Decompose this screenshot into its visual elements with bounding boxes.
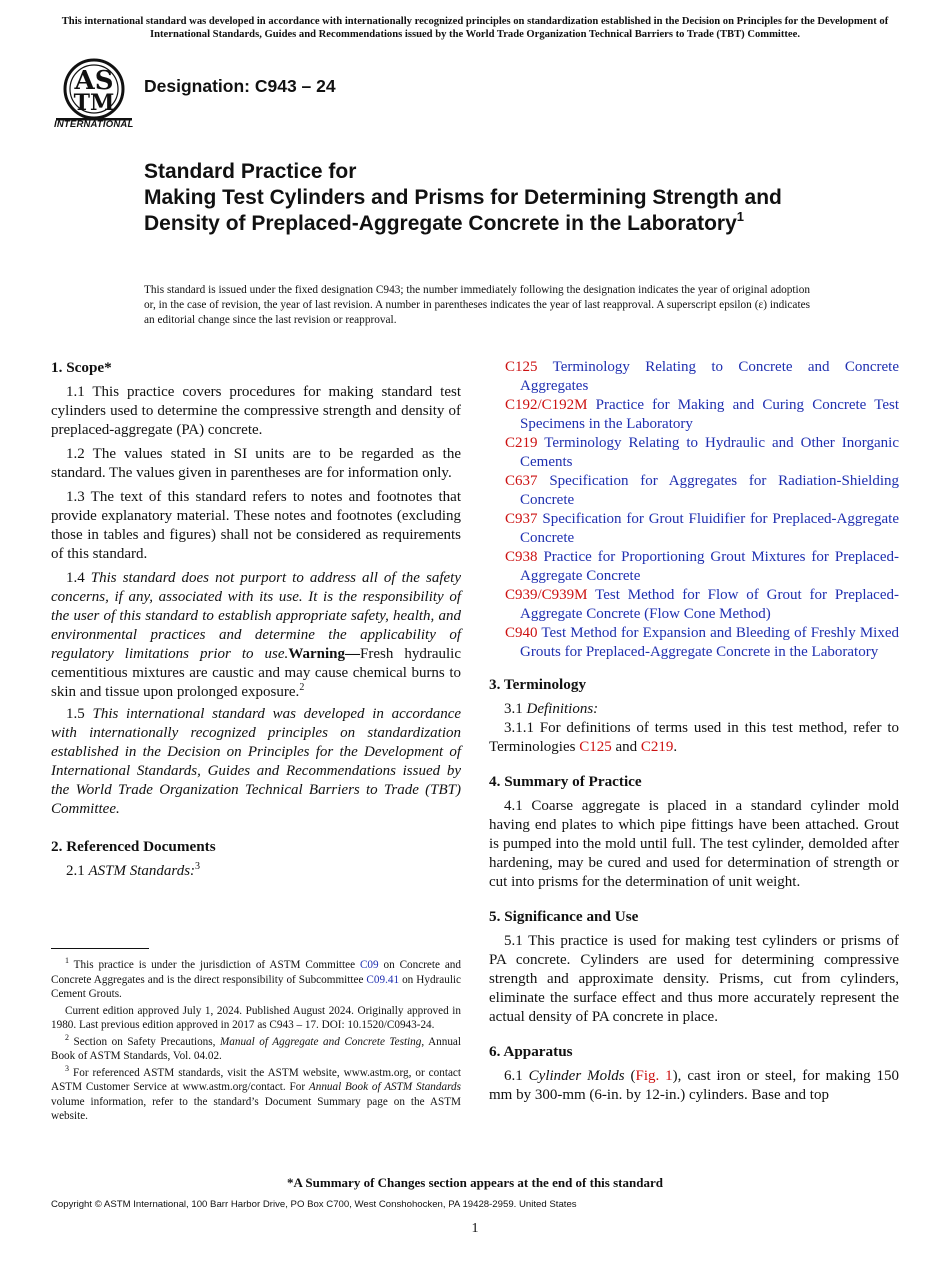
reference-code: C637 bbox=[505, 473, 538, 489]
page-title bbox=[144, 159, 844, 237]
reference-item[interactable] bbox=[489, 396, 899, 434]
reference-item[interactable] bbox=[489, 472, 899, 510]
page-number: 1 bbox=[471, 1221, 479, 1236]
reference-item[interactable] bbox=[489, 586, 899, 624]
footnote-divider bbox=[51, 948, 149, 949]
left-column bbox=[51, 358, 461, 881]
link-c125[interactable]: C125 bbox=[579, 739, 612, 755]
paragraph-3-1: 3.1 Definitions: bbox=[504, 701, 599, 717]
title-footnote-ref[interactable]: 1 bbox=[736, 209, 745, 224]
link-c219[interactable]: C219 bbox=[640, 739, 674, 755]
reference-item[interactable] bbox=[489, 358, 899, 396]
paragraph-6-1: 6.1 Cylinder Molds (Fig. 1), cast iron or steel, for making 150 mm by 300-mm (6-in. by 12-in.) cylinders. Base and top bbox=[489, 1068, 899, 1103]
reference-item[interactable] bbox=[489, 434, 899, 472]
warning-label: Warning— bbox=[288, 646, 360, 662]
designation: Designation: C943 – 24 bbox=[144, 76, 336, 96]
paragraph-2-1: 2.1 ASTM Standards:$^3$ bbox=[66, 861, 201, 879]
reference-code: C192/C192M bbox=[505, 397, 588, 413]
section-heading-summary: 4. Summary of Practice bbox=[489, 773, 642, 790]
paragraph-1-5: 1.5 This international standard was developed in accordance with internationally recognized principles on standardization established in the Decision on Principles for the Development of International Standards, Guides and Recommendations issued by the World Trade Organization Technical Barriers to Trade (TBT) Committee. bbox=[51, 706, 462, 817]
footnote-ref-3[interactable]: 3 bbox=[195, 861, 201, 872]
footnote-3: $^3$ For referenced ASTM standards, visit the ASTM website, www.astm.org, or contact ASTM Customer Service at www.astm.org/contact. For Annual Book of ASTM Standards volume information, refer to the standard’s Document Summary page on the ASTM website. bbox=[51, 1063, 461, 1122]
paragraph-3-1-1: 3.1.1 For definitions of terms used in this test method, refer to Terminologies C125 and C219. bbox=[489, 720, 899, 755]
paragraph-1-2: 1.2 The values stated in SI units are to be regarded as the standard. The values given in parentheses are for information only. bbox=[51, 446, 461, 481]
paragraph-5-1: 5.1 This practice is used for making test cylinders or prisms of PA concrete. Cylinders are used for determining compressive strength and approximate density. Prisms, cut from cylinders, eliminate the surface effect and thus more accurately represent the actual density of PA concrete in place. bbox=[489, 933, 899, 1025]
footnotes bbox=[51, 958, 461, 1124]
svg-text:TM: TM bbox=[73, 90, 115, 116]
link-fig-1[interactable]: Fig. 1 bbox=[635, 1068, 673, 1084]
reference-code: C938 bbox=[505, 549, 538, 565]
footnote-2: $^2$ Section on Safety Precautions, Manual of Aggregate and Concrete Testing, Annual Book of ASTM Standards, Vol. 04.02. bbox=[51, 1032, 461, 1062]
paragraph-1-3: 1.3 The text of this standard refers to notes and footnotes that provide explanatory material. These notes and footnotes (excluding those in tables and figures) shall not be considered as requirements of this standard. bbox=[51, 489, 461, 562]
section-heading-terminology: 3. Terminology bbox=[489, 676, 587, 693]
reference-title: Terminology Relating to Concrete and Concrete Aggregates bbox=[520, 359, 899, 394]
summary-of-changes-note: *A Summary of Changes section appears at the end of this standard bbox=[287, 1175, 663, 1190]
reference-code: C939/C939M bbox=[505, 587, 588, 603]
footnote-1: $^1$ This practice is under the jurisdiction of ASTM Committee C09 on Concrete and Concrete Aggregates and is the direct responsibility of Subcommittee C09.41 on Hydraulic Cement Grouts. bbox=[51, 956, 462, 1000]
reference-title: Test Method for Expansion and Bleeding of Freshly Mixed Grouts for Preplaced-Aggregate Concrete in the Laboratory bbox=[520, 625, 899, 660]
reference-title: Practice for Proportioning Grout Mixtures for Preplaced-Aggregate Concrete bbox=[520, 549, 899, 584]
reference-code: C937 bbox=[505, 511, 538, 527]
section-heading-apparatus: 6. Apparatus bbox=[489, 1043, 573, 1060]
reference-title: Specification for Aggregates for Radiation-Shielding Concrete bbox=[520, 473, 899, 508]
paragraph-1-1: 1.1 This practice covers procedures for making standard test cylinders used to determine the compressive strength and density of preplaced-aggregate (PA) concrete. bbox=[51, 384, 461, 438]
reference-title: Specification for Grout Fluidifier for Preplaced-Aggregate Concrete bbox=[520, 511, 900, 546]
svg-text:AS: AS bbox=[74, 66, 114, 96]
title-line-2: Making Test Cylinders and Prisms for Determining Strength and Density of Preplaced-Aggregate Concrete in the Laboratory bbox=[144, 186, 782, 235]
safety-caveat: This standard does not purport to address all of the safety concerns, if any, associated with its use. It is the responsibility of the user of this standard to establish appropriate safety, health, and environmental practices and determine the applicability of regulatory limitations prior to use. bbox=[51, 570, 461, 662]
section-heading-referenced-documents: 2. Referenced Documents bbox=[51, 838, 216, 855]
logo-text: INTERNATIONAL bbox=[54, 119, 134, 130]
link-c09[interactable]: C09 bbox=[359, 959, 379, 971]
copyright: Copyright © ASTM International, 100 Barr Harbor Drive, PO Box C700, West Conshohocken, PA 19428-2959. United States bbox=[51, 1199, 577, 1210]
reference-code: C125 bbox=[505, 359, 538, 375]
footnote-1-edition: Current edition approved July 1, 2024. Published August 2024. Originally approved in 1980. Last previous edition approved in 2017 as C943 – 17. DOI: 10.1520/C0943-24. bbox=[51, 1004, 461, 1031]
section-heading-significance: 5. Significance and Use bbox=[489, 908, 639, 925]
reference-title: Terminology Relating to Hydraulic and Other Inorganic Cements bbox=[520, 435, 899, 470]
title-line-1: Standard Practice for bbox=[144, 160, 357, 183]
section-heading-scope: 1. Scope* bbox=[51, 359, 112, 376]
astm-international-logo bbox=[52, 56, 136, 132]
reference-list bbox=[489, 358, 899, 662]
right-column bbox=[489, 358, 899, 1105]
reference-title: Test Method for Flow of Grout for Preplaced-Aggregate Concrete (Flow Cone Method) bbox=[520, 587, 899, 622]
reference-item[interactable] bbox=[489, 624, 899, 662]
wto-notice: This international standard was developed in accordance with internationally recognized principles on standardization established in the Decision on Principles for the Development of International Standards, Guides and Recommendations issued by the World Trade Organization Technical Barriers to Trade (TBT) Committee. bbox=[61, 16, 889, 40]
paragraph-1-4: 1.4 This standard does not purport to address all of the safety concerns, if any, associated with its use. It is the responsibility of the user of this standard to establish appropriate safety, health, and environmental practices and determine the applicability of regulatory limitations prior to use.Warning—Fresh hydraulic cementitious mixtures are caustic and may cause chemical burns to skin and tissue upon prolonged exposure.$^2$ bbox=[51, 570, 462, 700]
link-c09-41[interactable]: C09.41 bbox=[366, 973, 400, 986]
reference-item[interactable] bbox=[489, 548, 899, 586]
footnote-ref-2[interactable]: 2 bbox=[299, 682, 305, 693]
issuance-statement: This standard is issued under the fixed designation C943; the number immediately following the designation indicates the year of original adoption or, in the case of revision, the year of last revision. A number in parentheses indicates the year of last reapproval. A superscript epsilon (ε) indicates an editorial change since the last revision or reapproval. bbox=[144, 284, 810, 326]
reference-item[interactable] bbox=[489, 510, 899, 548]
reference-code: C940 bbox=[505, 625, 538, 641]
reference-title: Practice for Making and Curing Concrete Test Specimens in the Laboratory bbox=[520, 397, 899, 432]
reference-code: C219 bbox=[505, 435, 538, 451]
paragraph-4-1: 4.1 Coarse aggregate is placed in a standard cylinder mold having end plates to which pipe fittings have been attached. Grout is pumped into the mold until full. The test cylinder, demolded after hardening, may be cured and used for determination of strength or cut into prisms for the determination of unit weight. bbox=[489, 798, 899, 890]
